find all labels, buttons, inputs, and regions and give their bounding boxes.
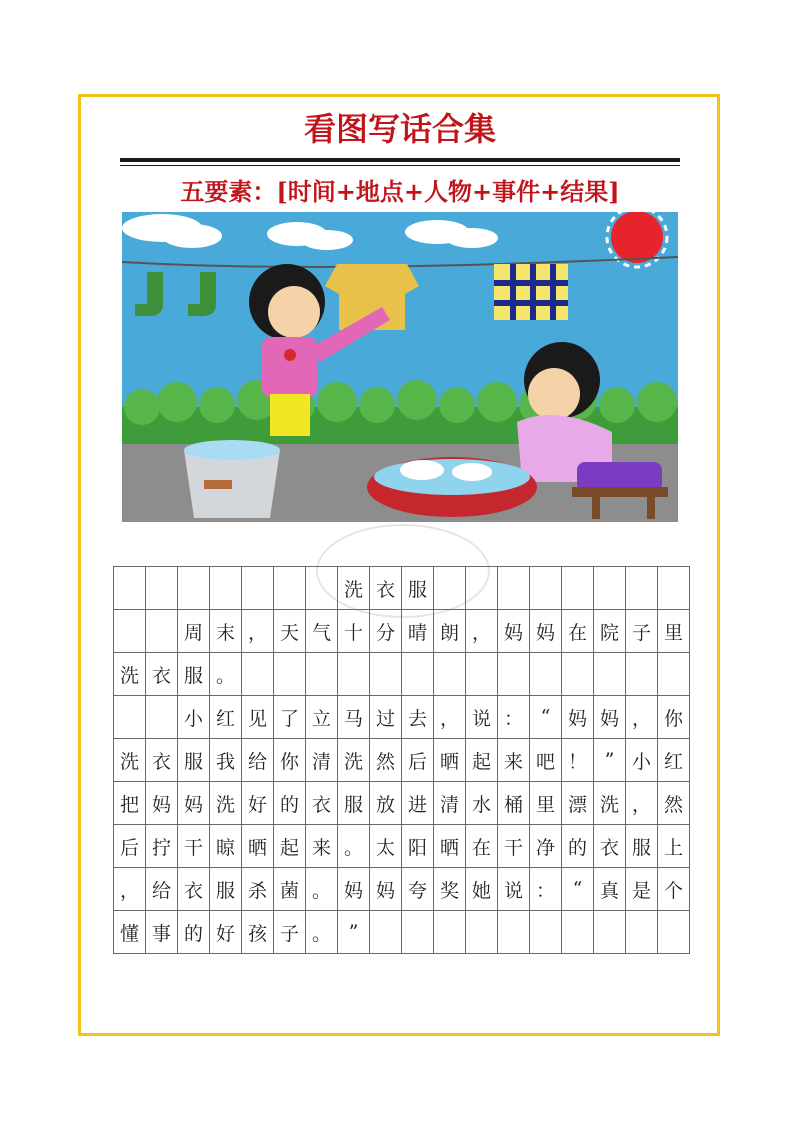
grid-cell xyxy=(466,653,498,696)
grid-cell: 衣 xyxy=(146,739,178,782)
grid-cell xyxy=(274,653,306,696)
grid-cell xyxy=(114,567,146,610)
grid-cell xyxy=(562,911,594,954)
grid-cell xyxy=(210,567,242,610)
grid-cell: 太 xyxy=(370,825,402,868)
grid-cell: 奖 xyxy=(434,868,466,911)
grid-cell: 菌 xyxy=(274,868,306,911)
grid-cell: 孩 xyxy=(242,911,274,954)
grid-cell: “ xyxy=(530,696,562,739)
grid-cell: 桶 xyxy=(498,782,530,825)
grid-cell: 上 xyxy=(658,825,690,868)
grid-cell: 子 xyxy=(626,610,658,653)
children-washing-clothes-illustration xyxy=(122,212,678,522)
grid-cell: 晒 xyxy=(242,825,274,868)
grid-cell xyxy=(146,696,178,739)
grid-cell xyxy=(530,653,562,696)
grid-cell: 妈 xyxy=(178,782,210,825)
grid-cell: ， xyxy=(626,696,658,739)
grid-cell: 晒 xyxy=(434,825,466,868)
grid-cell: 服 xyxy=(178,653,210,696)
grid-cell: 衣 xyxy=(178,868,210,911)
grid-cell: 妈 xyxy=(370,868,402,911)
grid-cell: 洗 xyxy=(210,782,242,825)
grid-cell: ！ xyxy=(562,739,594,782)
grid-cell: 杀 xyxy=(242,868,274,911)
checkered-towel xyxy=(494,264,568,320)
grid-cell: 来 xyxy=(498,739,530,782)
grid-cell: ， xyxy=(626,782,658,825)
grid-cell: 马 xyxy=(338,696,370,739)
grid-cell xyxy=(498,567,530,610)
grid-cell: ” xyxy=(338,911,370,954)
grid-cell: 服 xyxy=(626,825,658,868)
grid-cell: 洗 xyxy=(338,567,370,610)
grid-cell: 洗 xyxy=(114,739,146,782)
grid-cell: 吧 xyxy=(530,739,562,782)
grid-cell: 给 xyxy=(146,868,178,911)
essay-row xyxy=(114,610,690,653)
grid-cell: 给 xyxy=(242,739,274,782)
grid-cell: ： xyxy=(530,868,562,911)
illustration-svg xyxy=(122,212,678,522)
grid-cell: 衣 xyxy=(306,782,338,825)
grid-cell: 衣 xyxy=(594,825,626,868)
grid-cell: ， xyxy=(242,610,274,653)
essay-row xyxy=(114,696,690,739)
grid-cell: 妈 xyxy=(146,782,178,825)
grid-cell: 院 xyxy=(594,610,626,653)
grid-cell: 里 xyxy=(530,782,562,825)
grid-cell: 里 xyxy=(658,610,690,653)
grid-cell: 子 xyxy=(274,911,306,954)
grid-cell: 然 xyxy=(370,739,402,782)
grid-cell: 妈 xyxy=(562,696,594,739)
grid-cell: 洗 xyxy=(338,739,370,782)
grid-cell: 来 xyxy=(306,825,338,868)
grid-cell: 妈 xyxy=(338,868,370,911)
grid-cell: 了 xyxy=(274,696,306,739)
grid-cell: 说 xyxy=(498,868,530,911)
grid-cell: ： xyxy=(498,696,530,739)
grid-cell xyxy=(658,653,690,696)
grid-cell: 后 xyxy=(114,825,146,868)
essay-row xyxy=(114,567,690,610)
essay-row xyxy=(114,739,690,782)
grid-cell: 洗 xyxy=(594,782,626,825)
grid-cell xyxy=(626,567,658,610)
grid-cell: 净 xyxy=(530,825,562,868)
grid-cell xyxy=(626,653,658,696)
grid-cell: 好 xyxy=(210,911,242,954)
grid-cell xyxy=(146,567,178,610)
grid-cell xyxy=(594,653,626,696)
grid-cell: 小 xyxy=(178,696,210,739)
grid-cell xyxy=(274,567,306,610)
grid-cell xyxy=(626,911,658,954)
grid-cell xyxy=(306,653,338,696)
grid-cell: 。 xyxy=(306,911,338,954)
grid-cell xyxy=(562,653,594,696)
grid-cell xyxy=(658,567,690,610)
grid-cell: 懂 xyxy=(114,911,146,954)
grid-cell: 周 xyxy=(178,610,210,653)
grid-cell xyxy=(114,696,146,739)
grid-cell: 进 xyxy=(402,782,434,825)
grid-cell: “ xyxy=(562,868,594,911)
grid-cell: 气 xyxy=(306,610,338,653)
grid-cell: 干 xyxy=(178,825,210,868)
grid-cell: 晴 xyxy=(402,610,434,653)
grid-cell xyxy=(498,653,530,696)
bucket xyxy=(184,440,280,518)
grid-cell: 放 xyxy=(370,782,402,825)
essay-row xyxy=(114,868,690,911)
grid-cell: 过 xyxy=(370,696,402,739)
grid-cell: 起 xyxy=(466,739,498,782)
grid-cell: 后 xyxy=(402,739,434,782)
grid-cell: 拧 xyxy=(146,825,178,868)
grid-cell xyxy=(402,911,434,954)
grid-cell: 衣 xyxy=(146,653,178,696)
grid-cell: 个 xyxy=(658,868,690,911)
grid-cell: 说 xyxy=(466,696,498,739)
grid-cell: 水 xyxy=(466,782,498,825)
grid-cell: 洗 xyxy=(114,653,146,696)
grid-cell: 夸 xyxy=(402,868,434,911)
grid-cell: 红 xyxy=(658,739,690,782)
page-title: 看图写话合集 xyxy=(303,110,496,148)
grid-cell: 十 xyxy=(338,610,370,653)
essay-grid xyxy=(113,566,690,954)
grid-cell: 你 xyxy=(658,696,690,739)
title-divider-thin xyxy=(120,165,680,166)
grid-cell xyxy=(466,567,498,610)
grid-cell: 起 xyxy=(274,825,306,868)
grid-cell: 小 xyxy=(626,739,658,782)
grid-cell: 她 xyxy=(466,868,498,911)
grid-cell xyxy=(434,653,466,696)
grid-cell xyxy=(498,911,530,954)
grid-cell: 衣 xyxy=(370,567,402,610)
grid-cell xyxy=(146,610,178,653)
grid-cell: 去 xyxy=(402,696,434,739)
grid-cell xyxy=(562,567,594,610)
grid-cell xyxy=(530,567,562,610)
grid-cell xyxy=(306,567,338,610)
grid-cell: 朗 xyxy=(434,610,466,653)
grid-cell xyxy=(434,567,466,610)
grid-cell: 你 xyxy=(274,739,306,782)
grid-cell: 在 xyxy=(562,610,594,653)
grid-cell: 在 xyxy=(466,825,498,868)
grid-cell: 服 xyxy=(178,739,210,782)
grid-cell: 我 xyxy=(210,739,242,782)
title-divider-thick xyxy=(120,158,680,162)
grid-cell: 的 xyxy=(178,911,210,954)
grid-cell xyxy=(530,911,562,954)
five-elements-subtitle: 五要素：[时间+地点+人物+事件+结果] xyxy=(180,177,620,206)
grid-cell: 。 xyxy=(306,868,338,911)
grid-cell: 晾 xyxy=(210,825,242,868)
grid-cell: 阳 xyxy=(402,825,434,868)
grid-cell: ， xyxy=(434,696,466,739)
grid-cell: 服 xyxy=(210,868,242,911)
grid-cell: 真 xyxy=(594,868,626,911)
grid-cell: 好 xyxy=(242,782,274,825)
grid-cell: 见 xyxy=(242,696,274,739)
grid-cell: ， xyxy=(466,610,498,653)
grid-cell: 妈 xyxy=(530,610,562,653)
grid-cell: 然 xyxy=(658,782,690,825)
grid-cell xyxy=(466,911,498,954)
grid-cell: 妈 xyxy=(594,696,626,739)
grid-cell xyxy=(242,653,274,696)
grid-cell xyxy=(658,911,690,954)
grid-cell xyxy=(594,911,626,954)
grid-cell: 妈 xyxy=(498,610,530,653)
grid-cell: ” xyxy=(594,739,626,782)
grid-cell xyxy=(338,653,370,696)
grid-cell: 。 xyxy=(338,825,370,868)
grid-cell: ， xyxy=(114,868,146,911)
essay-row xyxy=(114,782,690,825)
grid-cell: 事 xyxy=(146,911,178,954)
grid-cell xyxy=(594,567,626,610)
grid-cell: 红 xyxy=(210,696,242,739)
grid-cell: 的 xyxy=(562,825,594,868)
essay-row xyxy=(114,911,690,954)
grid-cell xyxy=(402,653,434,696)
grid-cell: 服 xyxy=(402,567,434,610)
essay-row xyxy=(114,825,690,868)
grid-cell: 天 xyxy=(274,610,306,653)
grid-cell: 晒 xyxy=(434,739,466,782)
grid-cell xyxy=(370,653,402,696)
grid-cell xyxy=(178,567,210,610)
grid-cell: 分 xyxy=(370,610,402,653)
grid-cell: 清 xyxy=(434,782,466,825)
grid-cell xyxy=(242,567,274,610)
grid-cell: 立 xyxy=(306,696,338,739)
grid-cell: 的 xyxy=(274,782,306,825)
grid-cell xyxy=(370,911,402,954)
grid-cell xyxy=(114,610,146,653)
grid-cell: 服 xyxy=(338,782,370,825)
grid-cell: 漂 xyxy=(562,782,594,825)
grid-cell: 是 xyxy=(626,868,658,911)
grid-cell: 清 xyxy=(306,739,338,782)
wash-basin xyxy=(367,457,537,517)
grid-cell: 末 xyxy=(210,610,242,653)
essay-row xyxy=(114,653,690,696)
grid-cell: 。 xyxy=(210,653,242,696)
grid-cell: 把 xyxy=(114,782,146,825)
grid-cell: 干 xyxy=(498,825,530,868)
grid-cell xyxy=(434,911,466,954)
